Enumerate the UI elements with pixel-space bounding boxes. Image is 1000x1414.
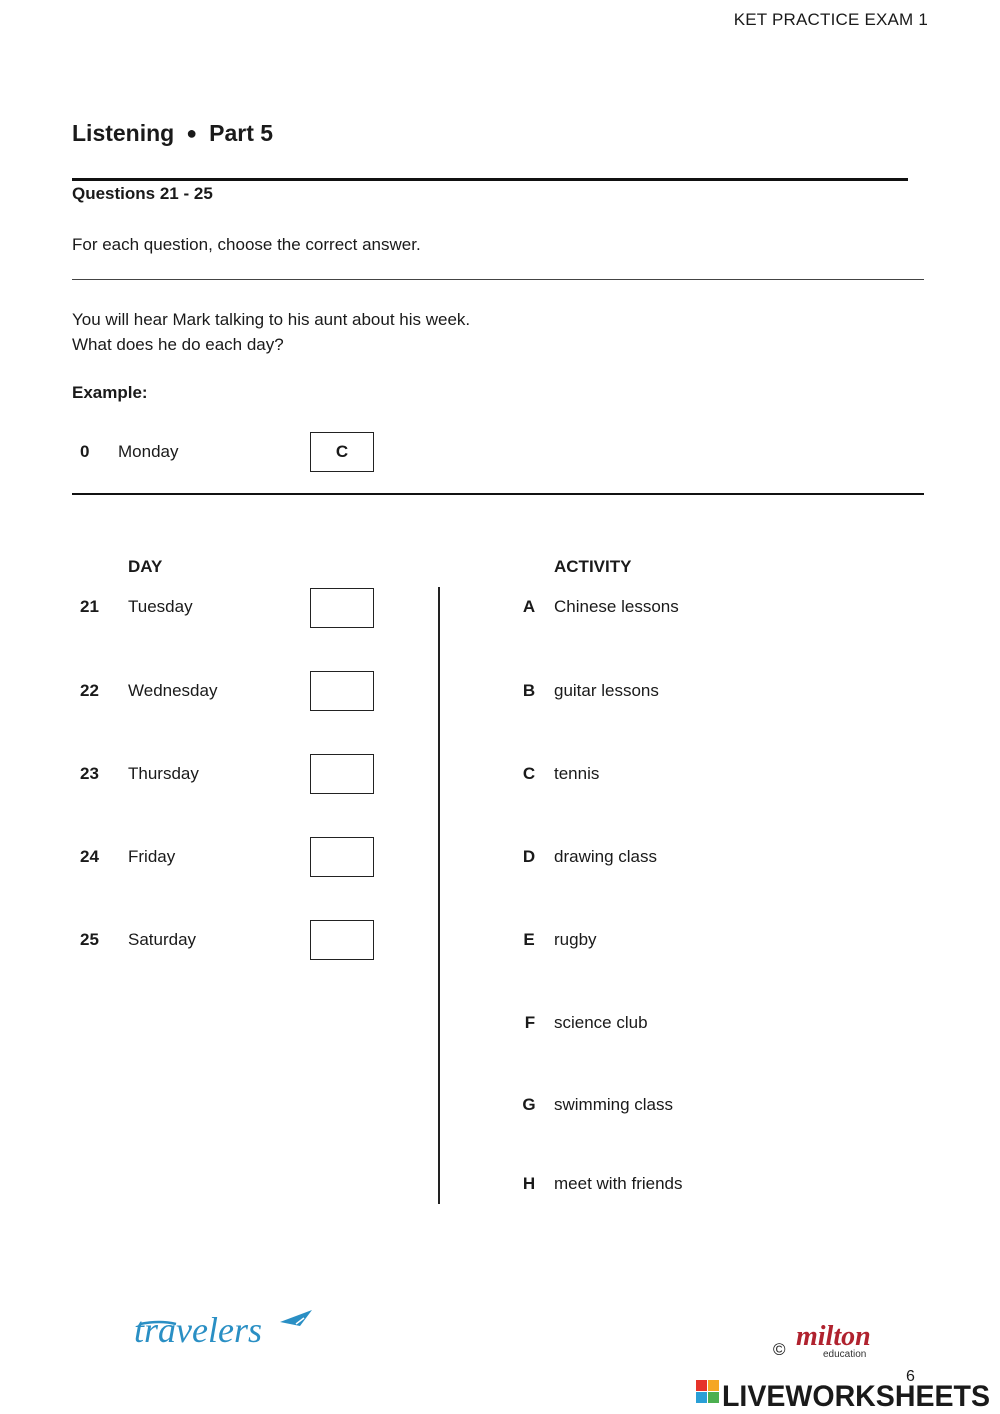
live-tile-l (696, 1380, 707, 1391)
live-tile-i (708, 1380, 719, 1391)
option-letter-c: C (522, 764, 536, 783)
liveworksheets-logo-text: LIVEWORKSHEETS (722, 1380, 990, 1412)
option-text-a: Chinese lessons (554, 597, 679, 616)
answer-box-23[interactable] (310, 754, 374, 794)
answer-box-25[interactable] (310, 920, 374, 960)
answer-box-22[interactable] (310, 671, 374, 711)
section-title (72, 120, 273, 147)
option-letter-f: F (524, 1013, 536, 1032)
title-bullet: ● (186, 123, 198, 143)
live-tile-v (696, 1392, 707, 1403)
option-letter-h: H (522, 1174, 536, 1193)
question-number-22: 22 (80, 681, 99, 700)
question-number-23: 23 (80, 764, 99, 783)
intro-line-2: What does he do each day? (72, 335, 284, 354)
milton-logo-sub: education (823, 1349, 867, 1360)
section-divider-thick (72, 178, 908, 181)
question-day-21: Tuesday (128, 597, 193, 616)
example-label: Example: (72, 383, 148, 402)
column-divider (438, 587, 440, 1204)
example-answer-box: C (310, 432, 374, 472)
option-letter-b: B (522, 681, 536, 700)
question-day-22: Wednesday (128, 681, 218, 700)
live-tile-e (708, 1392, 719, 1403)
question-day-23: Thursday (128, 764, 199, 783)
title-listening: Listening (72, 120, 175, 146)
option-text-e: rugby (554, 930, 597, 949)
liveworksheets-logo (696, 1376, 996, 1412)
copyright-symbol: © (773, 1340, 786, 1359)
option-letter-e: E (523, 930, 535, 949)
questions-range: Questions 21 - 25 (72, 184, 213, 203)
title-part: Part 5 (209, 120, 274, 146)
example-day: Monday (118, 442, 179, 461)
question-day-25: Saturday (128, 930, 197, 949)
option-text-g: swimming class (554, 1095, 674, 1114)
exam-header: KET PRACTICE EXAM 1 (733, 10, 928, 29)
option-text-d: drawing class (554, 847, 657, 866)
instruction-text: For each question, choose the correct answer. (72, 235, 421, 254)
intro-line-1: You will hear Mark talking to his aunt about his week. (72, 310, 471, 329)
option-letter-d: D (522, 847, 536, 866)
question-number-25: 25 (80, 930, 99, 949)
option-text-f: science club (554, 1013, 648, 1032)
section-divider-thin (72, 279, 924, 280)
day-column-heading: DAY (128, 557, 163, 576)
option-text-c: tennis (554, 764, 600, 783)
milton-logo (790, 1318, 880, 1362)
travelers-logo (130, 1300, 320, 1360)
intro-text (72, 307, 470, 357)
activity-column-heading: ACTIVITY (554, 557, 632, 576)
travelers-logo-text: travelers (134, 1310, 262, 1350)
question-number-24: 24 (80, 847, 99, 866)
question-day-24: Friday (128, 847, 176, 866)
option-letter-g: G (522, 1095, 536, 1114)
option-letter-a: A (522, 597, 536, 616)
option-text-b: guitar lessons (554, 681, 659, 700)
example-divider (72, 493, 924, 495)
question-number-21: 21 (80, 597, 99, 616)
answer-box-24[interactable] (310, 837, 374, 877)
answer-box-21[interactable] (310, 588, 374, 628)
option-text-h: meet with friends (554, 1174, 683, 1193)
milton-logo-text: milton (796, 1321, 871, 1352)
example-number: 0 (80, 442, 90, 461)
page-number: 6 (906, 1368, 915, 1385)
